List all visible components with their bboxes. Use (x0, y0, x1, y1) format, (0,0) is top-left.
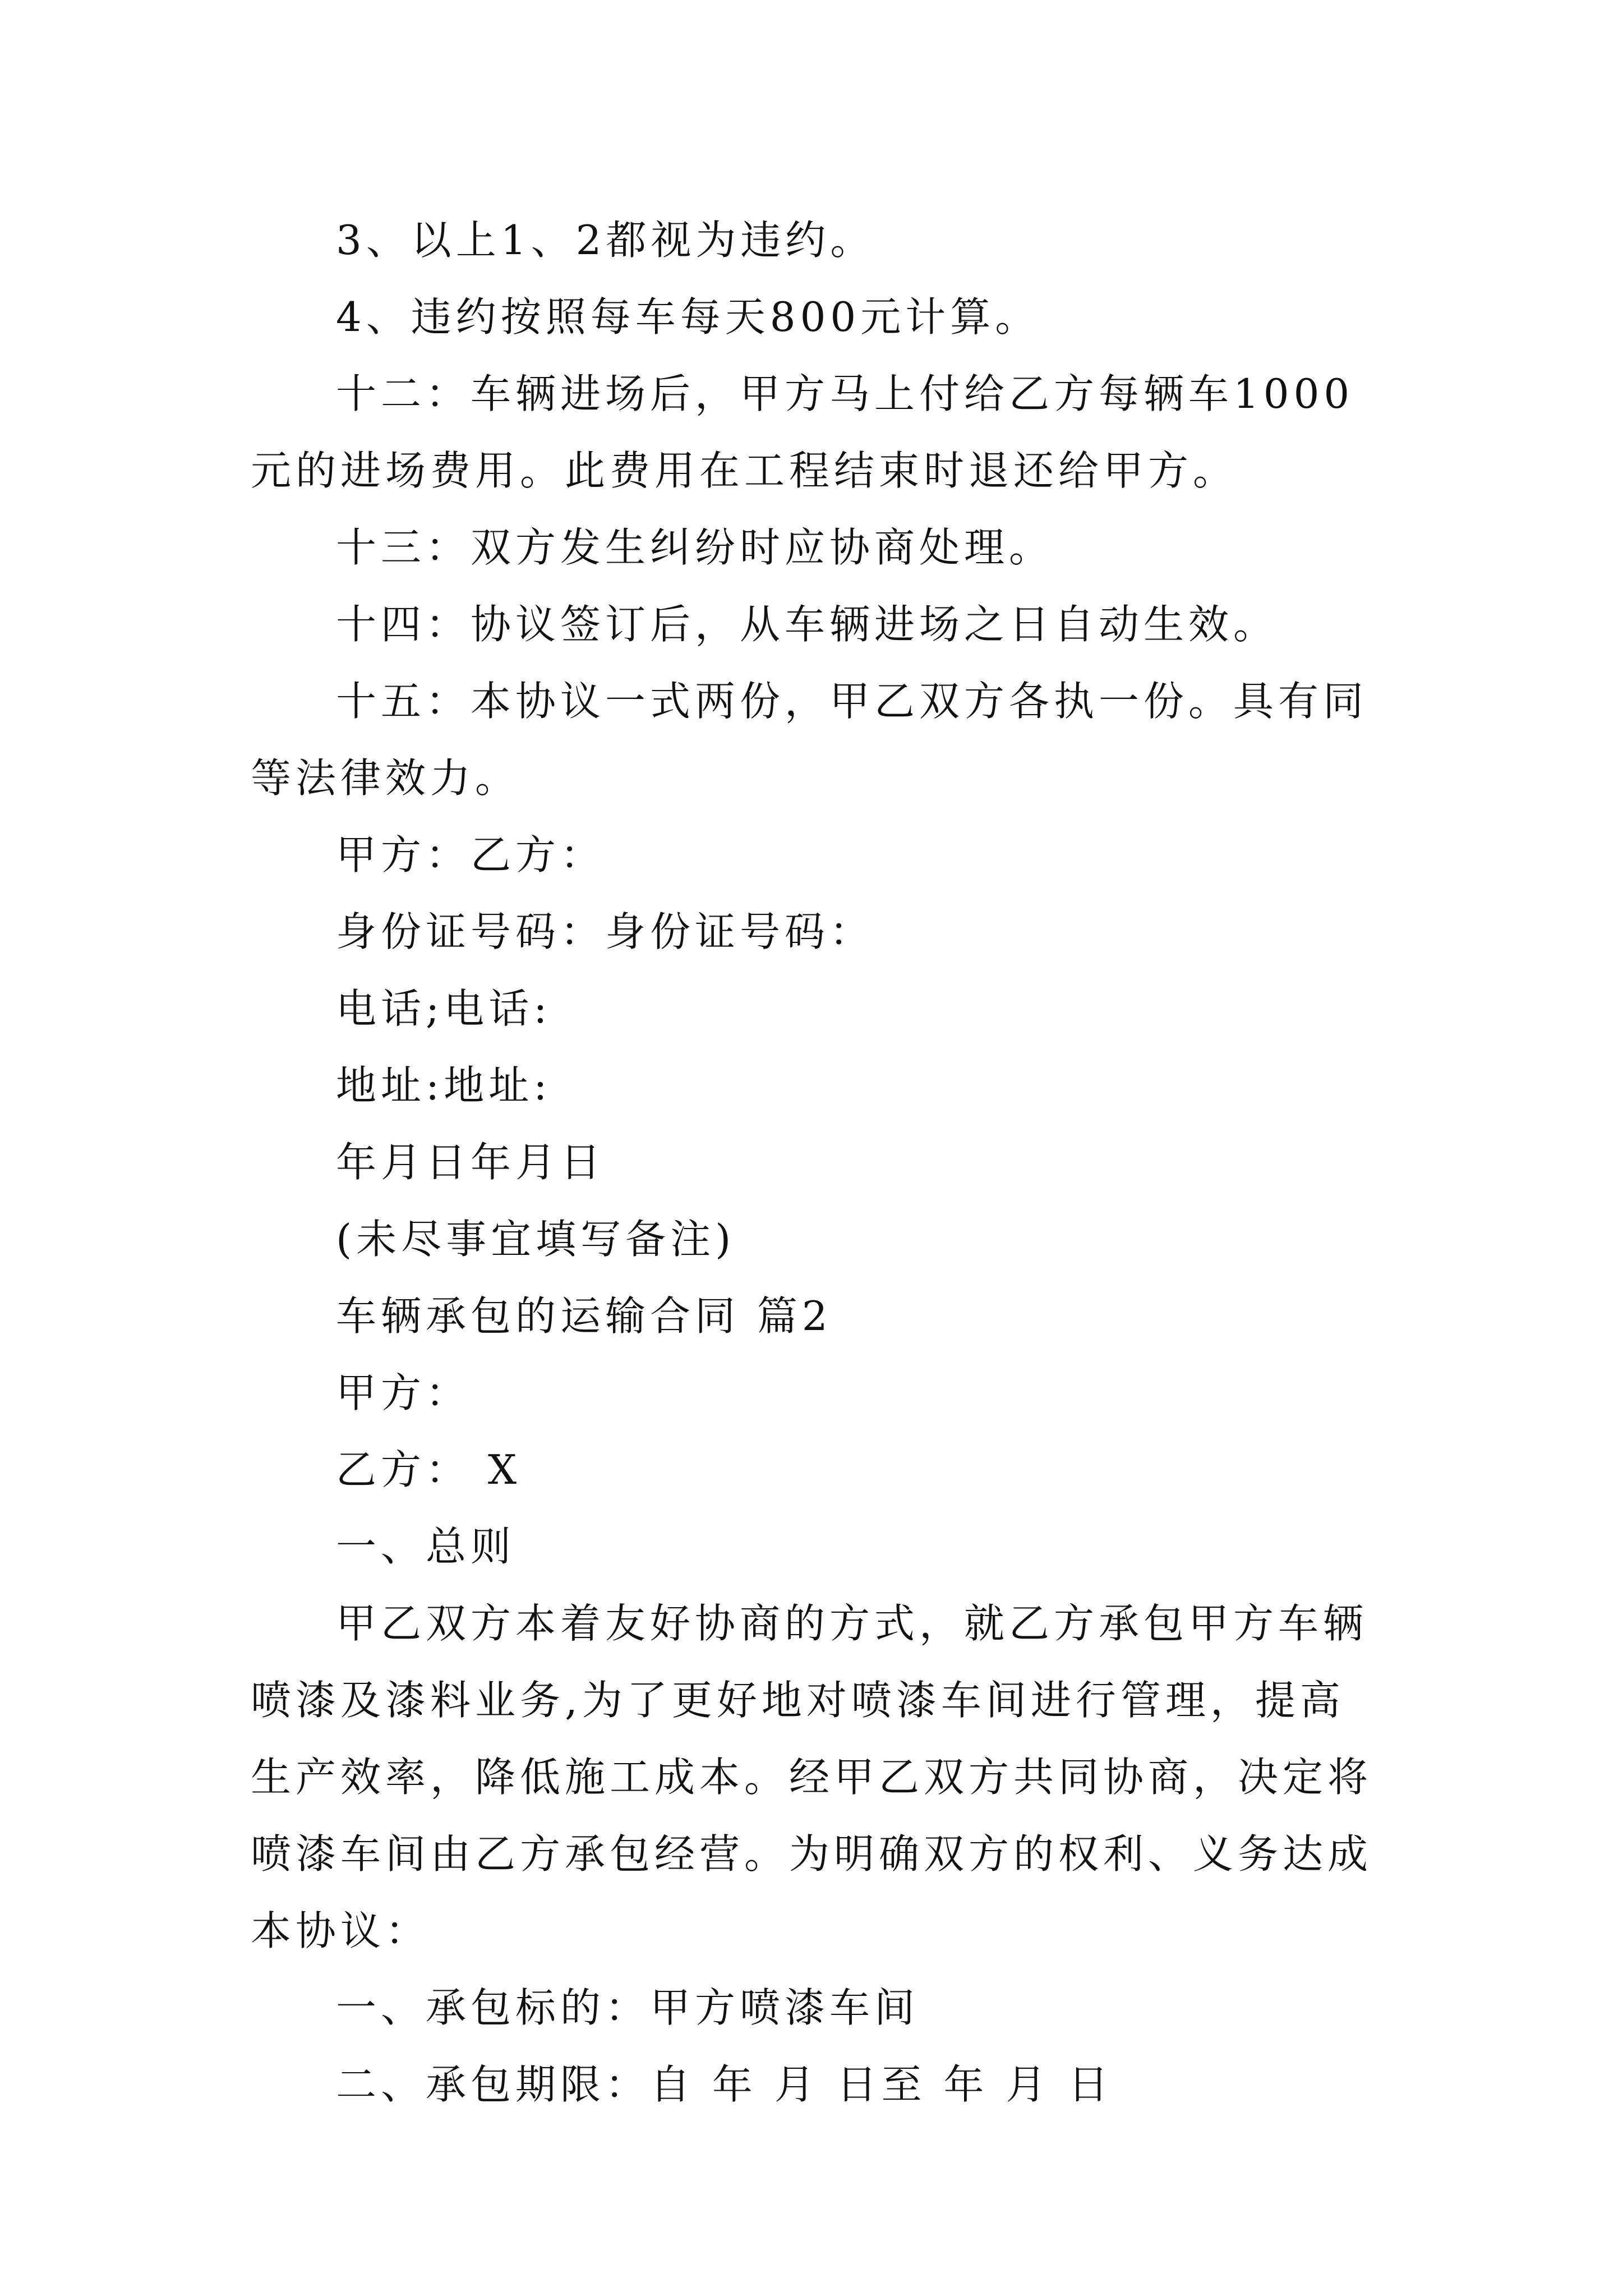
signature-addresses: 地址:地址: (336, 1062, 552, 1109)
paragraph-contract-term: 二、承包期限：自 年 月 日至 年 月 日 (336, 2061, 1113, 2108)
paragraph-clause-14: 十四：协议签订后，从车辆进场之日自动生效。 (336, 601, 1279, 648)
signature-phones: 电话;电话: (336, 985, 552, 1032)
paragraph-general-provisions: 甲乙双方本着友好协商的方式，就乙方承包甲方车辆喷漆及漆料业务,为了更好地对喷漆车间进行管理，提高生产效率，降低施工成本。经甲乙双方共同协商，决定将喷漆车间由乙方承包经营。为明确双方的权利、义务达成本协议： (251, 1600, 1373, 1954)
signature-dates: 年月日年月日 (336, 1139, 606, 1186)
heading-general-provisions: 一、总则 (336, 1523, 516, 1570)
contract-section-title: 车辆承包的运输合同 篇2 (336, 1292, 832, 1340)
paragraph-clause-13: 十三：双方发生纠纷时应协商处理。 (336, 524, 1054, 571)
paragraph-contract-subject: 一、承包标的：甲方喷漆车间 (336, 1984, 920, 2031)
paragraph-clause-15: 十五：本协议一式两份，甲乙双方各执一份。具有同等法律效力。 (251, 678, 1368, 802)
document-body (251, 202, 1378, 2123)
party-a-line: 甲方： (336, 1369, 471, 1416)
party-b-line: 乙方： X (336, 1446, 522, 1493)
paragraph-breach-clause-3: 3、以上1、2都视为违约。 (336, 217, 875, 264)
paragraph-breach-clause-4: 4、违约按照每车每天800元计算。 (336, 293, 1040, 341)
signature-id-numbers: 身份证号码：身份证号码： (336, 908, 875, 955)
remarks-note: (未尽事宜填写备注) (336, 1216, 736, 1263)
signature-parties: 甲方：乙方： (336, 831, 606, 878)
paragraph-clause-12: 十二：车辆进场后，甲方马上付给乙方每辆车1000元的进场费用。此费用在工程结束时退还给甲方。 (251, 370, 1354, 494)
